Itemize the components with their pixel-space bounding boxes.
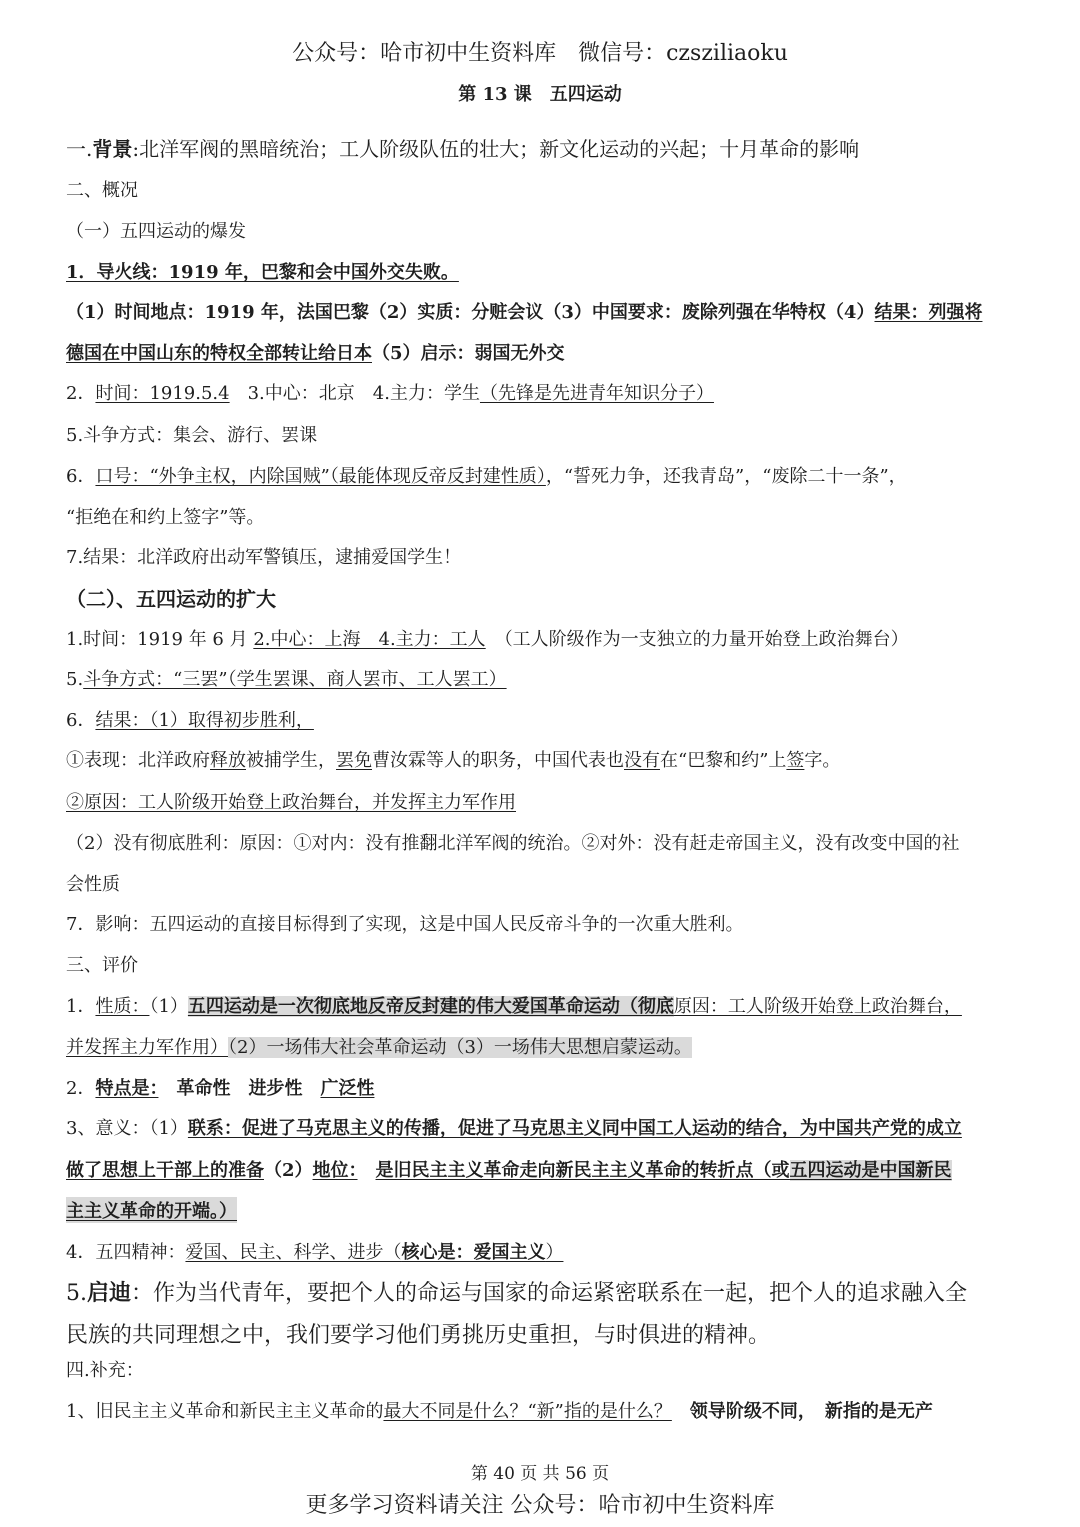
section-number: 一. bbox=[66, 137, 93, 161]
vanguard-text: （先锋是先进青年知识分子） bbox=[479, 383, 714, 404]
social-revolution-text: （2）一场伟大社会革命运动（3）一场伟大思想启蒙运动。 bbox=[228, 1037, 692, 1058]
shanghai-text: 2.中心：上海 4.主力：工人 bbox=[253, 629, 486, 650]
text-span: 在“巴黎和约”上 bbox=[660, 750, 787, 771]
spirit-line bbox=[66, 1238, 563, 1264]
influence-line: 7．影响：五四运动的直接目标得到了实现，这是中国人民反帝斗争的一次重大胜利。 bbox=[66, 914, 744, 935]
significance-line-2 bbox=[66, 1156, 952, 1182]
features-text: 革命性 进步性 bbox=[176, 1078, 321, 1099]
item-number: 2． bbox=[66, 383, 96, 404]
manifestation-line bbox=[66, 746, 840, 772]
june-time-text: 1.时间：1919 年 6 月 bbox=[66, 629, 254, 650]
text-span: 没有 bbox=[624, 750, 660, 771]
nature-line bbox=[66, 992, 962, 1018]
supplement-question-line bbox=[66, 1397, 933, 1423]
inspiration-label: 启迪 bbox=[87, 1280, 132, 1306]
background-label: 背景 bbox=[92, 137, 133, 161]
connection-text: 联系：促进了马克思主义的传播，促进了马克思主义同中国工人运动的结合，为中国共产党的成立 bbox=[187, 1118, 962, 1139]
inspiration-line-2: 民族的共同理想之中，我们要学习他们勇挑历史重担，与时俱进的精神。 bbox=[66, 1323, 771, 1348]
item-number: 6． bbox=[66, 710, 96, 731]
spirit-text: 爱国、民主、科学、进步（ bbox=[185, 1242, 402, 1263]
background-text: :北洋军阀的黑暗统治；工人阶级队伍的壮大；新文化运动的兴起；十月革命的影响 bbox=[132, 137, 860, 161]
text-span: （1） bbox=[149, 996, 188, 1017]
preparation-text: 做了思想上干部上的准备 bbox=[66, 1160, 264, 1181]
background-line bbox=[66, 133, 859, 162]
three-strikes-text: 斗争方式：“三罢”（学生罢课、商人罢市、工人罢工） bbox=[83, 669, 507, 690]
expansion-result-line bbox=[66, 706, 314, 732]
footer-promo: 更多学习资料请关注 公众号：哈市初中生资料库 bbox=[305, 1493, 775, 1518]
lesson-title: 第 13 课 五四运动 bbox=[458, 84, 622, 105]
initial-victory-text: 结果：（1）取得初步胜利， bbox=[95, 710, 314, 731]
text-span: 罢免 bbox=[336, 750, 372, 771]
paris-conference-text: （1）时间地点：1919 年，法国巴黎（2）实质：分赃会议（3）中国要求：废除列强在华特权（4） bbox=[66, 302, 875, 323]
lesson-text: （5）启示：弱国无外交 bbox=[372, 343, 565, 364]
subsection-heading-expansion: （二）、五四运动的扩大 bbox=[66, 587, 276, 611]
result-line: 7.结果：北洋政府出动军警镇压，逮捕爱国学生！ bbox=[66, 547, 462, 568]
inspiration-line bbox=[66, 1276, 967, 1307]
text-span: 字。 bbox=[804, 750, 841, 771]
struggle-method-line: 5.斗争方式：集会、游行、罢课 bbox=[66, 425, 318, 446]
spirit-label: 4．五四精神： bbox=[66, 1242, 186, 1263]
features-label: 特点是： bbox=[95, 1078, 159, 1099]
paris-conference-line-2 bbox=[66, 339, 565, 365]
significance-label: 3、意义：（1） bbox=[66, 1118, 188, 1139]
broadness-text: 广泛性 bbox=[320, 1078, 375, 1099]
three-strikes-line bbox=[66, 665, 507, 691]
item-number: 5. bbox=[66, 1281, 87, 1306]
center-force-text: 3.中心：北京 4.主力：学生 bbox=[229, 383, 480, 404]
item-number: 1． bbox=[66, 996, 96, 1017]
incomplete-victory-line: （2）没有彻底胜利：原因：①对内：没有推翻北洋军阀的统治。②对外：没有赶走帝国主义，没有改变中国的社 bbox=[66, 833, 960, 854]
turning-point-text: 是旧民主主义革命走向新民主主义革命的转折点（或 bbox=[375, 1160, 790, 1181]
working-class-text: （工人阶级作为一支独立的力量开始登上政治舞台） bbox=[503, 629, 909, 650]
text-span: 签 bbox=[786, 750, 805, 771]
paris-result-text: 结果：列强将 bbox=[874, 302, 983, 323]
june-line bbox=[66, 625, 909, 651]
text-span: 曹汝霖等人的职务，中国代表也 bbox=[372, 750, 624, 771]
question-underlined-text: 最大不同是什么？“新”指的是什么？ bbox=[383, 1401, 672, 1422]
spirit-core-text: 核心是：爱国主义 bbox=[401, 1242, 546, 1263]
slogan-other-text: ，“誓死力争，还我青岛”，“废除二十一条”， bbox=[545, 466, 907, 487]
text-span: 被捕学生， bbox=[246, 750, 336, 771]
shandong-transfer-text: 德国在中国山东的特权全部转让给日本 bbox=[66, 343, 372, 364]
features-line bbox=[66, 1074, 374, 1100]
section-heading-supplement: 四.补充： bbox=[66, 1360, 144, 1381]
section-heading-overview: 二、概况 bbox=[66, 180, 138, 201]
question-text: 1、旧民主主义革命和新民主主义革命的 bbox=[66, 1401, 384, 1422]
nature-label: 性质： bbox=[95, 996, 150, 1017]
paris-conference-line bbox=[66, 298, 982, 324]
main-force-text: 并发挥主力军作用） bbox=[66, 1037, 228, 1058]
reason-line: ②原因：工人阶级开始登上政治舞台，并发挥主力军作用 bbox=[66, 792, 516, 813]
slogan-main-text: 口号：“外争主权，内除国贼”（最能体现反帝反封建性质） bbox=[95, 466, 546, 487]
text-span: ） bbox=[545, 1242, 564, 1263]
slogan-line-2: “拒绝在和约上签字”等。 bbox=[66, 507, 265, 528]
time-text: 时间：1919.5.4 bbox=[95, 383, 230, 404]
subsection-heading-outbreak: （一）五四运动的爆发 bbox=[66, 221, 246, 242]
item-number: 2． bbox=[66, 1078, 96, 1099]
inspiration-text: ：作为当代青年，要把个人的命运与国家的命运紧密联系在一起，把个人的追求融入全 bbox=[131, 1281, 968, 1306]
nature-reason-text: 原因：工人阶级开始登上政治舞台， bbox=[673, 996, 962, 1017]
text-span: 释放 bbox=[210, 750, 246, 771]
incomplete-victory-line-2: 会性质 bbox=[66, 874, 120, 895]
header-account: 公众号：哈市初中生资料库 微信号：czsziliaoku bbox=[292, 41, 788, 66]
nature-main-text: 五四运动是一次彻底地反帝反封建的伟大爱国革命运动（彻底 bbox=[187, 996, 674, 1017]
page-number: 第 40 页 共 56 页 bbox=[470, 1464, 610, 1484]
significance-line-3: 主主义革命的开端。） bbox=[66, 1197, 237, 1223]
status-label: 地位： bbox=[312, 1160, 358, 1181]
item-number: 5. bbox=[66, 669, 84, 690]
trigger-line: 1．导火线：1919 年，巴黎和会中国外交失败。 bbox=[66, 262, 459, 283]
slogan-line bbox=[66, 462, 907, 488]
time-center-line bbox=[66, 379, 714, 405]
text-span: ①表现：北洋政府 bbox=[66, 750, 210, 771]
new-democratic-text: 五四运动是中国新民 bbox=[789, 1160, 952, 1181]
nature-line-2 bbox=[66, 1033, 692, 1059]
section-heading-evaluation: 三、评价 bbox=[66, 955, 138, 976]
item-number: 6． bbox=[66, 466, 96, 487]
text-span: （2） bbox=[264, 1160, 313, 1181]
answer-text: 领导阶级不同， 新指的是无产 bbox=[671, 1401, 933, 1422]
significance-line bbox=[66, 1114, 962, 1140]
